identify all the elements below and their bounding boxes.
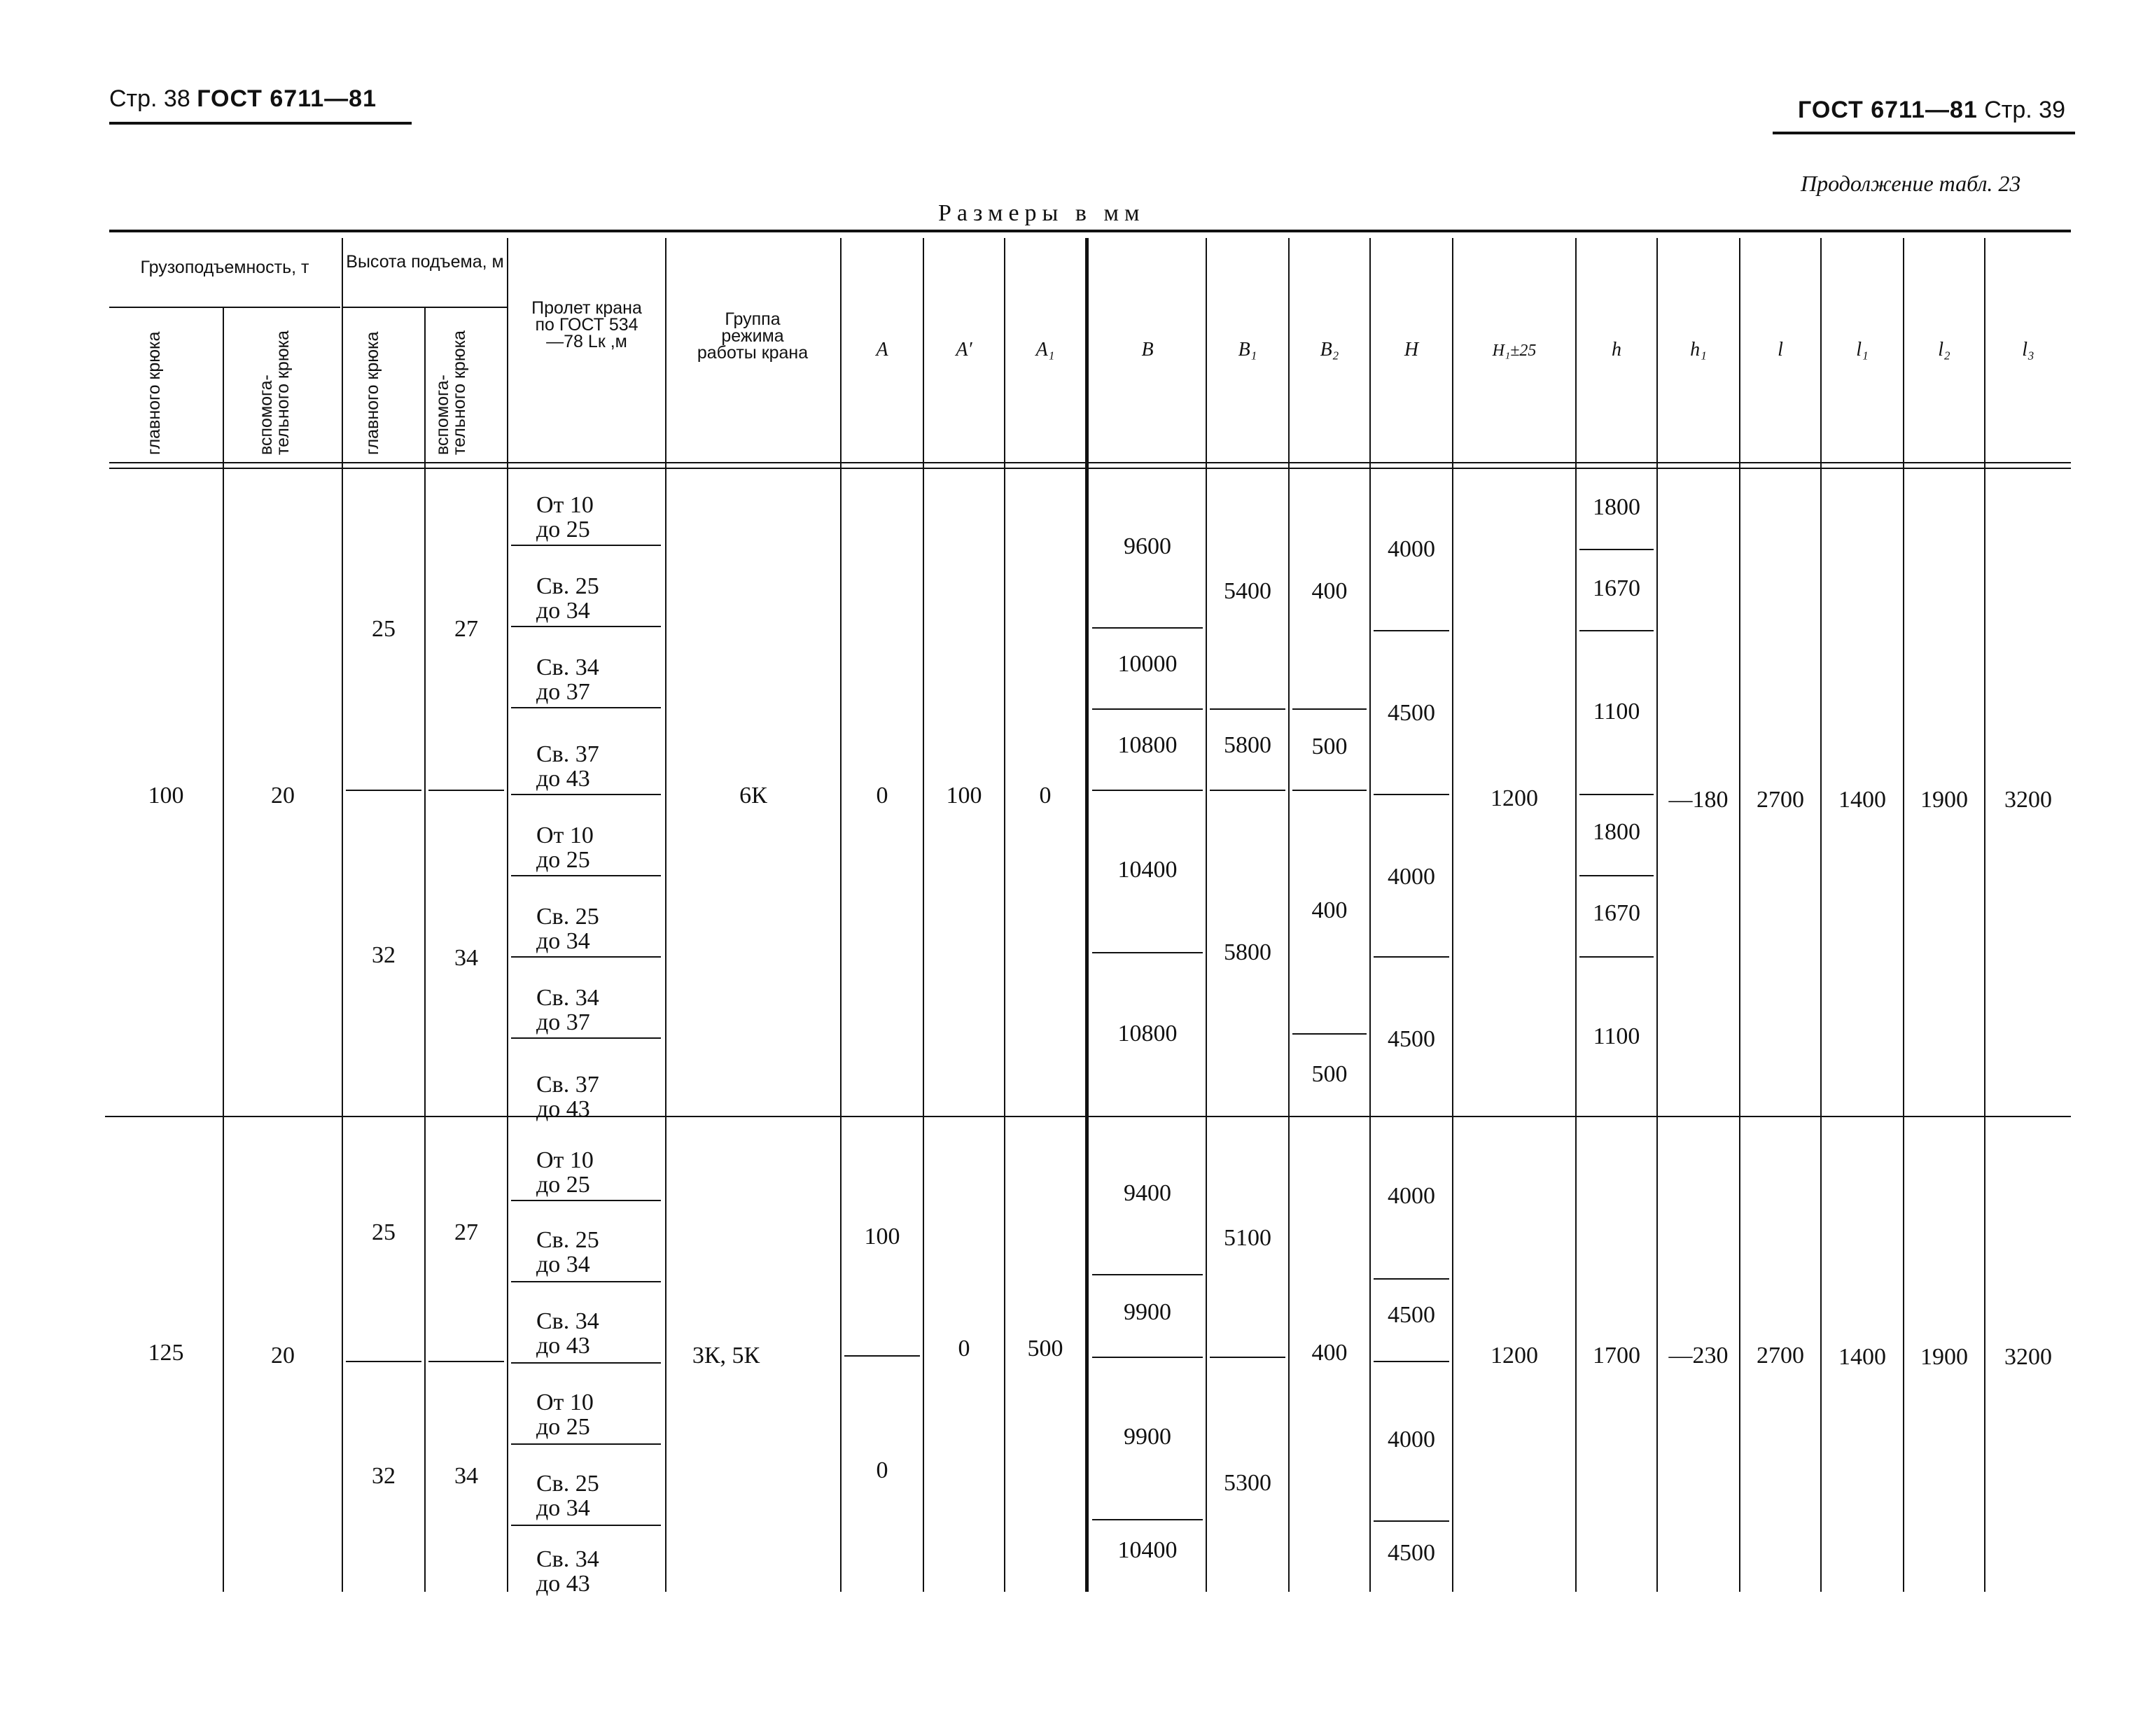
- b1-B1-2: 5800: [1224, 732, 1271, 758]
- col-capacity: Грузоподъемность, т: [140, 258, 309, 277]
- b2-span-3: Св. 34 до 43: [536, 1308, 599, 1359]
- col-capacity-main: главного крюка: [144, 331, 164, 455]
- vline-height: [342, 238, 343, 1592]
- b1-span-7: Св. 34 до 37: [536, 985, 599, 1035]
- b1-h-main-rule: [346, 790, 421, 791]
- b1-h-rule-5: [1579, 956, 1654, 958]
- b1-H-4: 4500: [1388, 1026, 1435, 1052]
- b1-l2: 1900: [1920, 787, 1968, 813]
- b2-H-2: 4500: [1388, 1302, 1435, 1328]
- b2-H-4: 4500: [1388, 1540, 1435, 1566]
- b2-span-rule-2: [511, 1281, 661, 1282]
- b1-H-3: 4000: [1388, 864, 1435, 890]
- b2-cap-main: 125: [148, 1340, 184, 1366]
- b2-B-1: 9400: [1124, 1180, 1171, 1206]
- col-A: A: [876, 339, 888, 360]
- col-H1: H₁±25: [1492, 342, 1537, 360]
- b1-h-aux-1: 27: [454, 616, 478, 642]
- b2-span-rule-3: [511, 1362, 661, 1364]
- b2-B-2: 9900: [1124, 1299, 1171, 1325]
- b1-B-rule-2: [1092, 708, 1203, 710]
- vline-H1: [1452, 238, 1453, 1592]
- b1-B2-rule-3: [1292, 1033, 1367, 1035]
- vline-span: [507, 238, 508, 1592]
- b1-B2-rule-1: [1292, 708, 1367, 710]
- b2-B2: 400: [1311, 1340, 1348, 1366]
- b1-l1: 1400: [1838, 787, 1886, 813]
- b1-h-3: 1100: [1593, 699, 1640, 724]
- b2-H-rule-3: [1374, 1520, 1449, 1522]
- b1-B2-3: 400: [1311, 897, 1348, 923]
- b1-B-1: 9600: [1124, 533, 1171, 559]
- b1-A1: 0: [1039, 783, 1052, 808]
- b2-h: 1700: [1593, 1343, 1640, 1368]
- vline-A: [840, 238, 842, 1592]
- vline-H: [1369, 238, 1371, 1592]
- b1-span-rule-5: [511, 875, 661, 876]
- b1-l3: 3200: [2004, 787, 2052, 813]
- b1-h-main-1: 25: [372, 616, 396, 642]
- b1-H-1: 4000: [1388, 536, 1435, 562]
- b1-cap-aux: 20: [271, 783, 295, 808]
- b2-span-1: От 10 до 25: [536, 1147, 594, 1198]
- b1-B1-1: 5400: [1224, 578, 1271, 604]
- b1-B1-rule-2: [1210, 790, 1285, 791]
- b2-H-3: 4000: [1388, 1427, 1435, 1452]
- col-l1: l₁: [1856, 339, 1869, 360]
- b2-span-2: Св. 25 до 34: [536, 1227, 599, 1278]
- b2-A-rule: [844, 1355, 920, 1357]
- col-H: H: [1404, 339, 1419, 360]
- b2-l1: 1400: [1838, 1344, 1886, 1370]
- b2-group: 3К, 5К: [692, 1343, 760, 1368]
- b1-B-3: 10800: [1117, 732, 1178, 758]
- b2-A1: 500: [1027, 1336, 1063, 1362]
- header-bottom-rule-1: [109, 462, 2071, 463]
- b2-h-main-rule: [346, 1361, 421, 1362]
- b1-B2-4: 500: [1311, 1061, 1348, 1087]
- b2-B1-rule: [1210, 1357, 1285, 1358]
- b1-l: 2700: [1757, 787, 1804, 813]
- b2-B1-1: 5100: [1224, 1225, 1271, 1251]
- vline-l: [1739, 238, 1740, 1592]
- b1-H-rule-3: [1374, 956, 1449, 958]
- b1-B2-1: 400: [1311, 578, 1348, 604]
- col-l: l: [1778, 339, 1783, 360]
- b1-span-2: Св. 25 дo 34: [536, 573, 599, 624]
- b2-H-1: 4000: [1388, 1183, 1435, 1209]
- b2-h-main-2: 32: [372, 1463, 396, 1489]
- col-height: Высота подъема, м: [346, 252, 504, 272]
- b2-span-rule-5: [511, 1525, 661, 1526]
- vline-group: [665, 238, 666, 1592]
- vline-B1: [1206, 238, 1207, 1592]
- b1-span-rule-6: [511, 956, 661, 958]
- col-B2: B₂: [1320, 339, 1339, 360]
- b1-cap-main: 100: [148, 783, 184, 808]
- b1-h1: —180: [1668, 787, 1729, 813]
- b1-span-rule-2: [511, 626, 661, 627]
- b1-B-rule-1: [1092, 627, 1203, 629]
- b1-A: 0: [876, 783, 888, 808]
- b2-Aprime: 0: [958, 1336, 970, 1362]
- capacity-subrule: [109, 307, 340, 308]
- col-capacity-aux: вспомога-тельного крюка: [256, 330, 293, 455]
- b1-h-6: 1100: [1593, 1023, 1640, 1049]
- col-span: Пролет крана по ГОСТ 534—78 Lк ,м: [531, 298, 642, 351]
- b1-h-4: 1800: [1593, 819, 1640, 845]
- b2-B-4: 10400: [1117, 1537, 1178, 1563]
- col-h1: h₁: [1690, 339, 1707, 360]
- vline-cap: [223, 308, 224, 1592]
- b1-H1: 1200: [1491, 785, 1538, 811]
- vline-B-bold: [1085, 238, 1089, 1592]
- b1-B1-3: 5800: [1224, 939, 1271, 965]
- col-Aprime: A′: [956, 339, 972, 360]
- b1-span-6: Св. 25 до 34: [536, 904, 599, 954]
- left-page-number: Стр. 38: [109, 85, 190, 112]
- b1-span-3: Св. 34 до 37: [536, 654, 599, 705]
- b2-span-5: Св. 25 до 34: [536, 1471, 599, 1521]
- b2-l3: 3200: [2004, 1344, 2052, 1370]
- right-page-number: Стр. 39: [1984, 97, 2065, 123]
- b1-span-4: Св. 37 до 43: [536, 741, 599, 792]
- b1-h-5: 1670: [1593, 900, 1640, 926]
- b1-h-aux-2: 34: [454, 945, 478, 971]
- b2-l2: 1900: [1920, 1344, 1968, 1370]
- b1-h-rule-3: [1579, 794, 1654, 795]
- vline-l3: [1984, 238, 1985, 1592]
- b2-h-aux-rule: [428, 1361, 504, 1362]
- b1-span-rule-1: [511, 545, 661, 546]
- vline-h1: [1656, 238, 1658, 1592]
- b2-B-rule-3: [1092, 1519, 1203, 1520]
- b1-span-8: Св. 37 до 43: [536, 1072, 599, 1122]
- vline-Aprime: [923, 238, 924, 1592]
- units-label: Размеры в мм: [938, 200, 1145, 226]
- b2-A-2: 0: [876, 1457, 888, 1483]
- b1-H-rule-1: [1374, 630, 1449, 631]
- b1-B-4: 10400: [1117, 857, 1178, 883]
- b2-B-3: 9900: [1124, 1424, 1171, 1450]
- b1-h-main-2: 32: [372, 942, 396, 968]
- b1-B-rule-4: [1092, 952, 1203, 953]
- b1-H-rule-2: [1374, 794, 1449, 795]
- col-group: Группа режима работы крана: [697, 309, 809, 363]
- b2-h-aux-2: 34: [454, 1463, 478, 1489]
- b2-cap-aux: 20: [271, 1343, 295, 1368]
- b1-H-2: 4500: [1388, 700, 1435, 726]
- b2-B1-2: 5300: [1224, 1470, 1271, 1496]
- b1-span-rule-7: [511, 1037, 661, 1039]
- col-B1: B₁: [1238, 339, 1257, 360]
- b1-B-2: 10000: [1117, 651, 1178, 677]
- vline-A1: [1004, 238, 1005, 1592]
- b1-span-rule-3: [511, 707, 661, 708]
- b1-B-rule-3: [1092, 790, 1203, 791]
- b1-h-rule-1: [1579, 549, 1654, 550]
- b2-h-aux-1: 27: [454, 1219, 478, 1245]
- b1-B1-rule-1: [1210, 708, 1285, 710]
- col-h: h: [1612, 339, 1621, 360]
- b1-h-rule-2: [1579, 630, 1654, 631]
- col-height-aux: вспомога-тельного крюка: [433, 330, 469, 455]
- b1-span-5: От 10 до 25: [536, 822, 594, 873]
- col-B: B: [1141, 339, 1154, 360]
- b1-B2-rule-2: [1292, 790, 1367, 791]
- right-doc-code: ГОСТ 6711—81: [1798, 97, 1978, 123]
- col-height-main: главного крюка: [363, 331, 382, 455]
- b2-span-rule-4: [511, 1443, 661, 1445]
- col-A1: A₁: [1035, 339, 1055, 360]
- b1-h-1: 1800: [1593, 494, 1640, 520]
- b2-span-rule-1: [511, 1200, 661, 1201]
- col-l3: l₃: [2022, 339, 2034, 360]
- b2-l: 2700: [1757, 1343, 1804, 1368]
- b2-span-6: Св. 34 до 43: [536, 1546, 599, 1597]
- table-top-rule: [109, 230, 2071, 232]
- b1-h-2: 1670: [1593, 575, 1640, 601]
- b1-group: 6К: [739, 783, 767, 808]
- b1-h-aux-rule: [428, 790, 504, 791]
- b2-span-4: От 10 до 25: [536, 1390, 594, 1440]
- b2-h-main-1: 25: [372, 1219, 396, 1245]
- vline-l2: [1903, 238, 1904, 1592]
- b1-Aprime: 100: [946, 783, 982, 808]
- b2-H-rule-1: [1374, 1278, 1449, 1280]
- b1-span-rule-4: [511, 794, 661, 795]
- b1-B-5: 10800: [1117, 1021, 1178, 1046]
- header-bottom-rule-2: [109, 468, 2071, 469]
- b2-h1: —230: [1668, 1343, 1729, 1368]
- vline-l1: [1820, 238, 1822, 1592]
- b2-H-rule-2: [1374, 1361, 1449, 1362]
- b2-B-rule-1: [1092, 1274, 1203, 1275]
- col-l2: l₂: [1938, 339, 1950, 360]
- b2-H1: 1200: [1491, 1343, 1538, 1368]
- b1-span-1: От 10 до 25: [536, 492, 594, 542]
- height-subrule: [343, 307, 508, 308]
- b2-A-1: 100: [864, 1224, 900, 1250]
- b1-B2-2: 500: [1311, 734, 1348, 760]
- left-doc-code: ГОСТ 6711—81: [197, 85, 377, 112]
- table-caption: Продолжение табл. 23: [1801, 171, 2021, 196]
- b1-h-rule-4: [1579, 875, 1654, 876]
- b2-B-rule-2: [1092, 1357, 1203, 1358]
